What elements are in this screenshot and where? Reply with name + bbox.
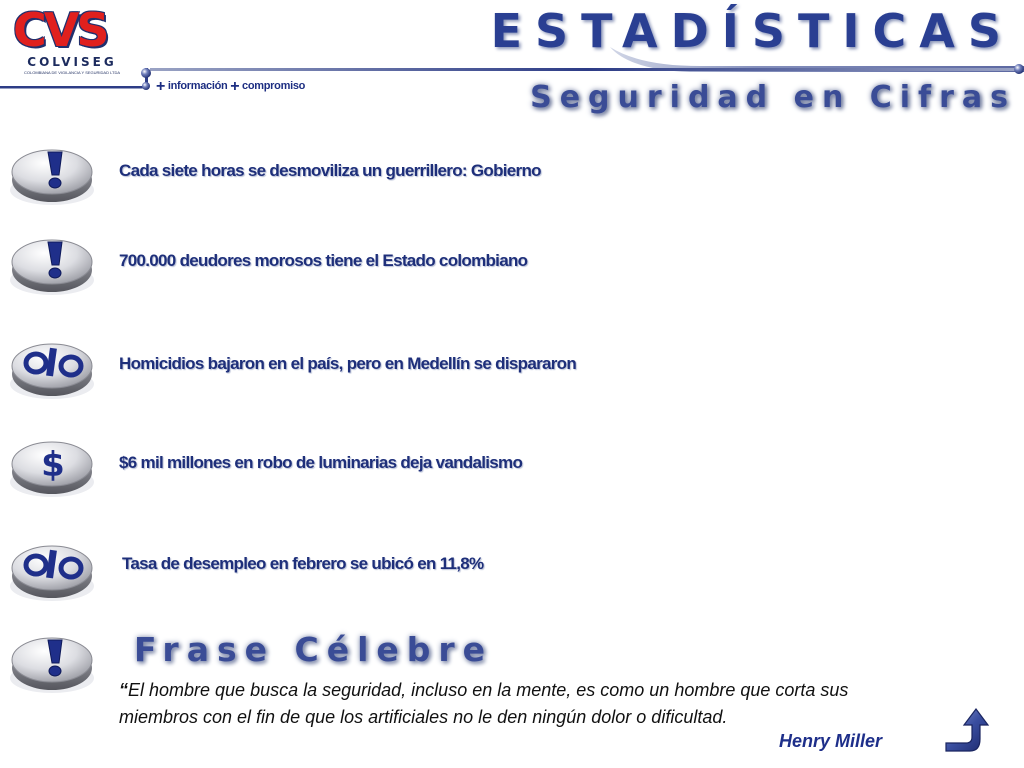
percent-icon [8,538,96,604]
quote-text [119,677,879,731]
list-item: Tasa de desempleo en febrero se ubicó en 11,8% [122,554,484,573]
quote-mark: “ [119,680,128,700]
list-item: Homicidios bajaron en el país, pero en Medellín se dispararon [119,354,577,373]
tagline-word-information: información [167,80,228,92]
exclamation-icon [8,232,96,298]
list-item: Cada siete horas se desmoviliza un guerrillero: Gobierno [119,161,541,180]
page-subtitle: Seguridad en Cifras [530,80,1016,115]
plus-icon: + [156,78,166,95]
colviseg-logo [8,3,134,77]
return-arrow-icon[interactable] [938,704,992,758]
exclamation-icon [8,630,96,696]
logo-mark: CVS [13,3,107,57]
plus-icon: + [230,78,240,95]
quote-title: Frase Célebre [134,630,494,669]
list-item: 700.000 deudores morosos tiene el Estado colombiano [119,251,528,270]
quote-author: Henry Miller [779,731,883,751]
page-title: ESTADÍSTICAS [490,4,1014,58]
quote-body-text: El hombre que busca la seguridad, incluso en la mente, es como un hombre que corta sus miembros con el fin de que los artificiales no le den ningún dolor o dificultad. [119,680,849,727]
tagline-word-commitment: compromiso [242,80,306,92]
list-item: $6 mil millones en robo de luminarias deja vandalismo [119,453,523,472]
dollar-icon [8,434,96,500]
svg-text:$: $ [41,445,65,485]
logo-subtitle: COLOMBIANA DE VIGILANCIA Y SEGURIDAD LTDA [23,70,121,75]
tagline [156,78,305,96]
percent-icon [8,336,96,402]
exclamation-icon [8,142,96,208]
logo-name: COLVISEG [27,55,117,69]
